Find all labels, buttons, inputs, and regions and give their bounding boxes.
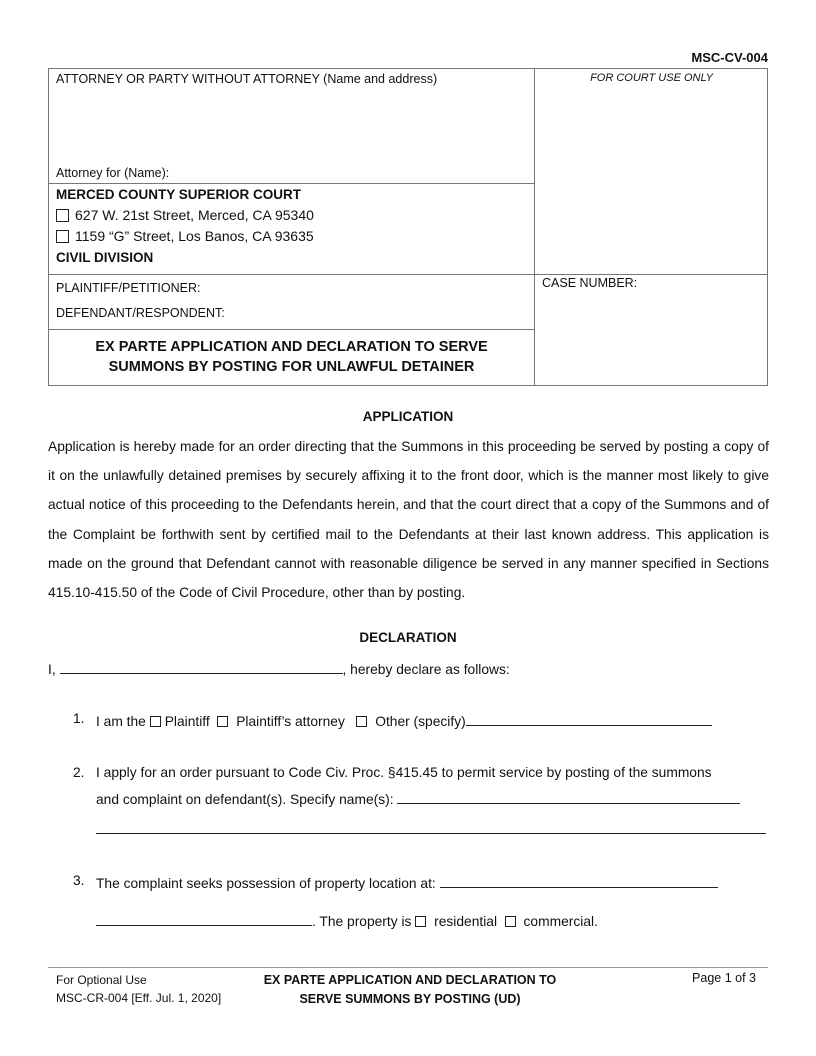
plaintiff-checkbox[interactable] (150, 716, 161, 727)
declaration-heading: DECLARATION (359, 630, 457, 645)
los-banos-checkbox[interactable] (56, 230, 69, 243)
attorney-label: ATTORNEY OR PARTY WITHOUT ATTORNEY (Name and address) (56, 72, 438, 86)
other-specify-field[interactable] (466, 711, 712, 726)
court-location-merced[interactable] (56, 207, 314, 223)
los-banos-address: 1159 “G” Street, Los Banos, CA 93635 (75, 228, 314, 244)
property-location-field-2[interactable] (96, 911, 312, 926)
merced-address: 627 W. 21st Street, Merced, CA 95340 (75, 207, 314, 223)
page-number: Page 1 of 3 (692, 971, 756, 985)
application-text: Application is hereby made for an order directing that the Summons in this proceeding be served by posting a copy of it on the unlawfully detained premises by securely affixing it to the front door, which is the manner most likely to give actual notice of this proceeding to the Defendants herein, and that the court direct that a copy of the Summons and of the Complaint be forthwith sent by certified mail to the Defendants at their last known address. This application is made on the ground that Defendant cannot with reasonable diligence be served in any manner specified in Sections 415.10-415.50 of the Code of Civil Procedure, other than by posting. (48, 439, 769, 601)
plaintiffs-attorney-option: Plaintiff’s attorney (236, 714, 345, 729)
merced-checkbox[interactable] (56, 209, 69, 222)
item-3-line2 (96, 911, 598, 929)
item-1-number: 1. (73, 711, 85, 726)
form-title-line1: EX PARTE APPLICATION AND DECLARATION TO SERVE (95, 339, 488, 355)
division-label: CIVIL DIVISION (56, 250, 154, 265)
property-location-field[interactable] (440, 873, 718, 888)
plaintiffs-attorney-checkbox[interactable] (217, 716, 228, 727)
declaration-intro (48, 659, 510, 677)
case-number-label: CASE NUMBER: (542, 276, 638, 290)
item-3-line1 (96, 873, 718, 891)
declarant-name-field[interactable] (60, 659, 343, 674)
footer-title (240, 971, 580, 1009)
item-3-number: 3. (73, 873, 85, 888)
item-2-number: 2. (73, 765, 85, 780)
defendant-label: DEFENDANT/RESPONDENT: (56, 306, 225, 320)
item-1-prefix: I am the (96, 714, 146, 729)
plaintiff-option: Plaintiff (164, 714, 210, 729)
form-title (49, 337, 534, 377)
footer-left (56, 971, 221, 1007)
item-3-line1-text: The complaint seeks possession of property location at: (96, 876, 436, 891)
footer-title-line2: SERVE SUMMONS BY POSTING (UD) (299, 992, 521, 1006)
application-heading: APPLICATION (362, 409, 454, 424)
divider (49, 183, 534, 184)
item-2-line1: I apply for an order pursuant to Code Civ. Proc. §415.45 to permit service by posting of the summons (96, 765, 712, 780)
divider (49, 329, 534, 330)
item-2-line2-text: and complaint on defendant(s). Specify name(s): (96, 792, 394, 807)
footer-optional-use: For Optional Use (56, 973, 147, 987)
footer-form-id: MSC-CR-004 [Eff. Jul. 1, 2020] (56, 991, 222, 1005)
attorney-for-label: Attorney for (Name): (56, 166, 170, 180)
commercial-option: commercial. (523, 914, 598, 929)
defendant-names-field[interactable] (397, 789, 740, 804)
commercial-checkbox[interactable] (505, 916, 516, 927)
court-use-label: FOR COURT USE ONLY (590, 72, 713, 84)
residential-checkbox[interactable] (415, 916, 426, 927)
property-type-label: . The property is (312, 914, 412, 929)
other-option: Other (specify) (375, 714, 466, 729)
item-1 (96, 711, 712, 729)
plaintiff-label: PLAINTIFF/PETITIONER: (56, 281, 201, 295)
caption-divider (534, 69, 535, 385)
footer-title-line1: EX PARTE APPLICATION AND DECLARATION TO (263, 973, 557, 987)
form-title-line2: SUMMONS BY POSTING FOR UNLAWFUL DETAINER (108, 359, 475, 375)
other-checkbox[interactable] (356, 716, 367, 727)
divider (49, 274, 768, 275)
form-code: MSC-CV-004 (691, 50, 768, 65)
court-name: MERCED COUNTY SUPERIOR COURT (56, 187, 302, 202)
item-2-line2 (96, 789, 740, 807)
defendant-names-field-2[interactable] (96, 833, 766, 834)
intro-prefix: I, (48, 662, 56, 677)
footer-rule (48, 967, 768, 968)
caption-box (48, 68, 768, 386)
court-location-los-banos[interactable] (56, 228, 314, 244)
residential-option: residential (434, 914, 498, 929)
intro-suffix: , hereby declare as follows: (342, 662, 510, 677)
